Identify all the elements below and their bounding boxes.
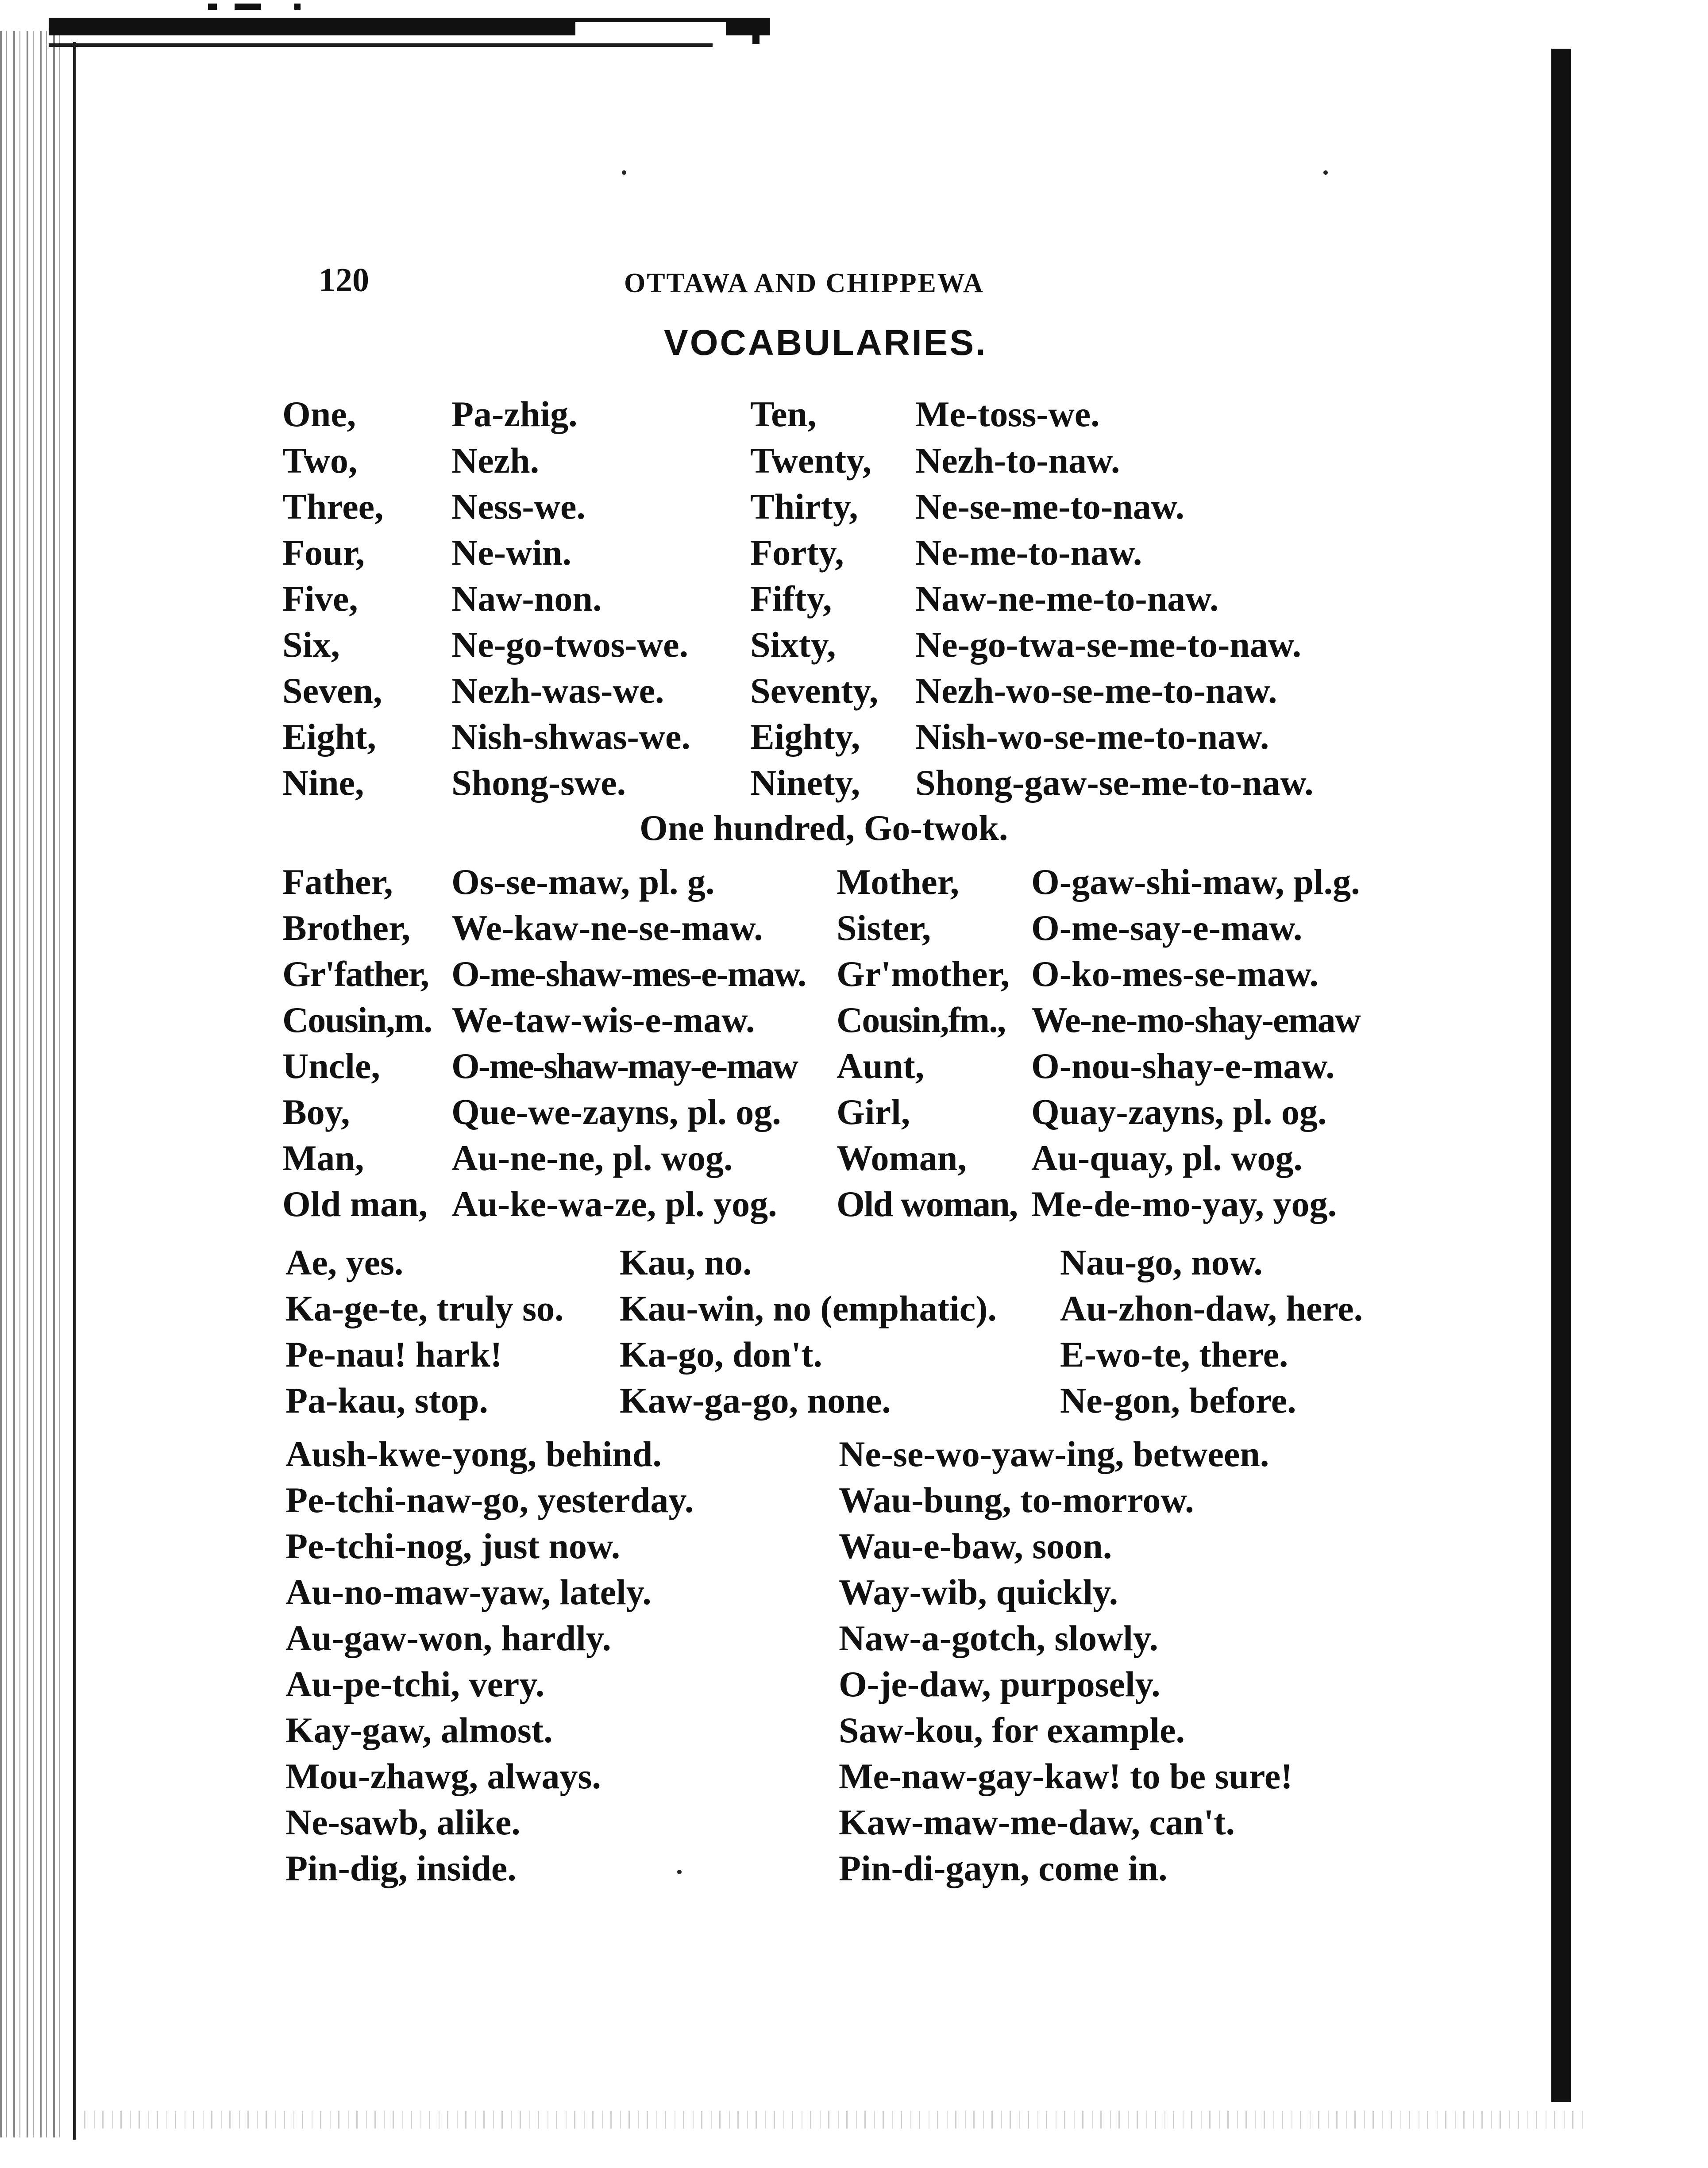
word-entry: Kau, no. (620, 1242, 752, 1282)
family-english: Brother, (282, 908, 411, 948)
family-english: Girl, (837, 1092, 910, 1132)
number-english: Nine, (282, 762, 364, 803)
number-english: Seventy, (750, 670, 879, 711)
scan-edge-noise (0, 31, 62, 2137)
number-english: Fifty, (750, 578, 832, 619)
number-native: Nish-shwas-we. (451, 716, 690, 757)
number-native: Shong-swe. (451, 762, 626, 803)
number-native: Nezh-was-we. (451, 670, 664, 711)
adverb-entry: Aush-kwe-yong, behind. (285, 1434, 662, 1474)
number-native: Nezh-to-naw. (915, 440, 1120, 481)
number-native: Pa-zhig. (451, 394, 578, 434)
page-title: VOCABULARIES. (664, 323, 987, 363)
family-english: Man, (282, 1138, 364, 1178)
speck (622, 170, 626, 175)
adverb-entry: Pin-di-gayn, come in. (839, 1848, 1168, 1888)
word-entry: Ka-go, don't. (620, 1334, 822, 1375)
scan-mark (752, 27, 760, 44)
number-native: Naw-ne-me-to-naw. (915, 578, 1219, 619)
number-english: Six, (282, 624, 340, 665)
family-native: O-nou-shay-e-maw. (1031, 1046, 1335, 1086)
family-native: O-me-shaw-mes-e-maw. (451, 954, 806, 994)
family-native: Au-ne-ne, pl. wog. (451, 1138, 733, 1178)
number-english: Eight, (282, 716, 376, 757)
word-entry: Kaw-ga-go, none. (620, 1380, 891, 1421)
family-english: Mother, (837, 862, 960, 902)
number-native: Naw-non. (451, 578, 602, 619)
family-english: Father, (282, 862, 393, 902)
adverb-entry: Pe-tchi-naw-go, yesterday. (285, 1480, 694, 1520)
adverb-entry: Pin-dig, inside. (285, 1848, 517, 1888)
family-english: Gr'mother, (837, 954, 1010, 994)
adverb-entry: Saw-kou, for example. (839, 1710, 1185, 1750)
word-entry: E-wo-te, there. (1060, 1334, 1288, 1375)
scan-mark (208, 4, 217, 10)
adverb-entry: Way-wib, quickly. (839, 1572, 1118, 1612)
word-entry: Au-zhon-daw, here. (1060, 1288, 1363, 1329)
word-entry: Ae, yes. (285, 1242, 404, 1282)
number-native: Ne-win. (451, 532, 572, 573)
family-english: Gr'father, (282, 954, 428, 994)
family-english: Cousin,m. (282, 1000, 432, 1040)
number-english: Four, (282, 532, 365, 573)
number-english: Sixty, (750, 624, 836, 665)
adverb-entry: Me-naw-gay-kaw! to be sure! (839, 1756, 1293, 1796)
adverb-entry: Pe-tchi-nog, just now. (285, 1526, 621, 1566)
family-english: Boy, (282, 1092, 350, 1132)
adverb-entry: Kay-gaw, almost. (285, 1710, 553, 1750)
family-native: O-me-say-e-maw. (1031, 908, 1303, 948)
word-entry: Ka-ge-te, truly so. (285, 1288, 564, 1329)
number-native: Ne-se-me-to-naw. (915, 486, 1184, 527)
number-english: Forty, (750, 532, 844, 573)
number-english: Seven, (282, 670, 382, 711)
word-entry: Nau-go, now. (1060, 1242, 1263, 1282)
number-native: Me-toss-we. (915, 394, 1100, 434)
running-head: OTTAWA AND CHIPPEWA (624, 268, 984, 298)
speck (1323, 170, 1328, 175)
family-english: Cousin,fm., (837, 1000, 1006, 1040)
page-number: 120 (319, 262, 369, 299)
page-border-top (49, 43, 713, 47)
adverb-entry: Naw-a-gotch, slowly. (839, 1618, 1159, 1658)
number-native: Shong-gaw-se-me-to-naw. (915, 762, 1314, 803)
adverb-entry: Au-no-maw-yaw, lately. (285, 1572, 652, 1612)
family-english: Aunt, (837, 1046, 925, 1086)
family-native: Me-de-mo-yay, yog. (1031, 1184, 1337, 1224)
hundred-line: One hundred, Go-twok. (640, 808, 1008, 848)
number-english: Thirty, (750, 486, 858, 527)
number-native: Nezh-wo-se-me-to-naw. (915, 670, 1277, 711)
family-native: Quay-zayns, pl. og. (1031, 1092, 1327, 1132)
family-native: Au-quay, pl. wog. (1031, 1138, 1303, 1178)
word-entry: Ne-gon, before. (1060, 1380, 1296, 1421)
family-english: Uncle, (282, 1046, 380, 1086)
scan-mark (294, 4, 301, 10)
scan-top-gap (575, 22, 726, 35)
family-native: Au-ke-wa-ze, pl. yog. (451, 1184, 777, 1224)
adverb-entry: Au-gaw-won, hardly. (285, 1618, 611, 1658)
adverb-entry: Ne-se-wo-yaw-ing, between. (839, 1434, 1269, 1474)
family-native: We-kaw-ne-se-maw. (451, 908, 763, 948)
family-english: Woman, (837, 1138, 967, 1178)
number-english: Two, (282, 440, 358, 481)
adverb-entry: Ne-sawb, alike. (285, 1802, 520, 1842)
number-native: Ne-go-twa-se-me-to-naw. (915, 624, 1302, 665)
number-english: Twenty, (750, 440, 872, 481)
family-native: O-ko-mes-se-maw. (1031, 954, 1319, 994)
word-entry: Pa-kau, stop. (285, 1380, 488, 1421)
number-native: Nezh. (451, 440, 540, 481)
family-english: Old woman, (837, 1184, 1018, 1224)
number-native: Ne-me-to-naw. (915, 532, 1142, 573)
number-native: Ness-we. (451, 486, 586, 527)
number-english: One, (282, 394, 356, 434)
scan-bottom-noise (84, 2111, 1589, 2129)
adverb-entry: Wau-bung, to-morrow. (839, 1480, 1194, 1520)
number-native: Nish-wo-se-me-to-naw. (915, 716, 1269, 757)
page-border-left (73, 42, 76, 2140)
family-native: Os-se-maw, pl. g. (451, 862, 715, 902)
adverb-entry: O-je-daw, purposely. (839, 1664, 1161, 1704)
family-english: Old man, (282, 1184, 428, 1224)
number-native: Ne-go-twos-we. (451, 624, 689, 665)
adverb-entry: Au-pe-tchi, very. (285, 1664, 545, 1704)
family-native: O-me-shaw-may-e-maw (451, 1046, 797, 1086)
number-english: Three, (282, 486, 384, 527)
adverb-entry: Kaw-maw-me-daw, can't. (839, 1802, 1235, 1842)
speck (677, 1870, 682, 1874)
family-native: Que-we-zayns, pl. og. (451, 1092, 781, 1132)
family-native: We-ne-mo-shay-emaw (1031, 1000, 1360, 1040)
adverb-entry: Wau-e-baw, soon. (839, 1526, 1112, 1566)
page-gutter-shadow (1551, 49, 1571, 2102)
number-english: Eighty, (750, 716, 860, 757)
family-native: O-gaw-shi-maw, pl.g. (1031, 862, 1360, 902)
number-english: Ninety, (750, 762, 860, 803)
number-english: Ten, (750, 394, 817, 434)
word-entry: Pe-nau! hark! (285, 1334, 502, 1375)
scan-mark (235, 4, 261, 10)
number-english: Five, (282, 578, 358, 619)
family-native: We-taw-wis-e-maw. (451, 1000, 755, 1040)
word-entry: Kau-win, no (emphatic). (620, 1288, 997, 1329)
adverb-entry: Mou-zhawg, always. (285, 1756, 601, 1796)
family-english: Sister, (837, 908, 931, 948)
